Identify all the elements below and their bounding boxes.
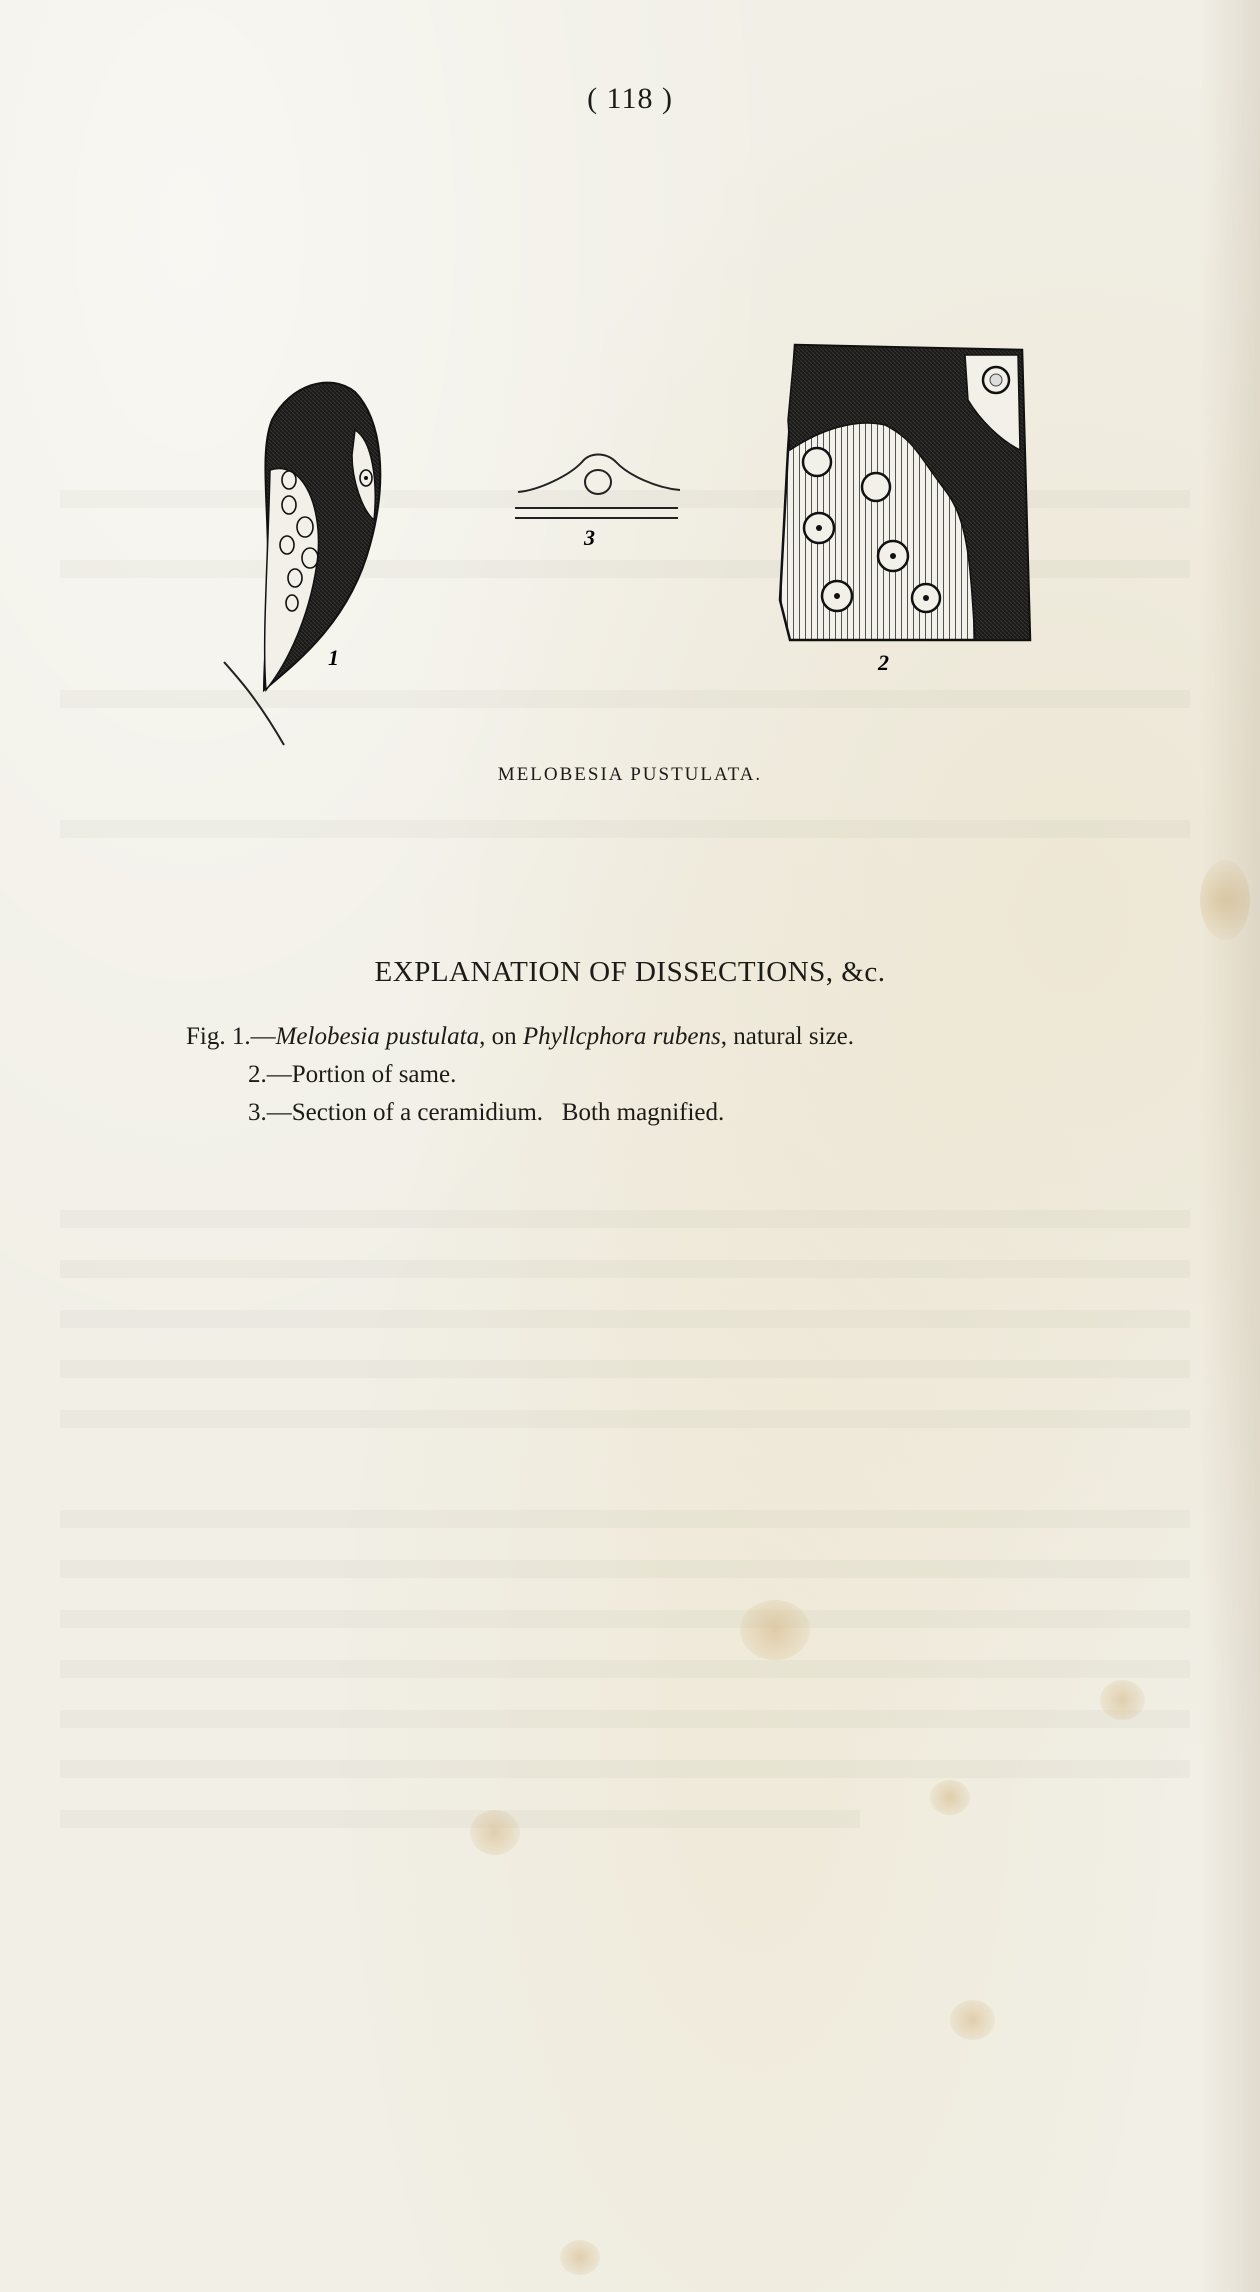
figure-2-portion — [780, 345, 1030, 640]
explanation-list — [186, 1018, 854, 1132]
show-through-text — [60, 1410, 1190, 1428]
fig1-host: Phyllcphora rubens — [522, 1023, 721, 1050]
show-through-text — [60, 1360, 1190, 1378]
foxing-stain — [470, 1810, 520, 1855]
figure-1-label: 1 — [328, 645, 339, 670]
figure-caption: MELOBESIA PUSTULATA. — [497, 764, 763, 785]
figure-3-label: 3 — [584, 525, 595, 550]
explanation-heading: EXPLANATION OF DISSECTIONS, &c. — [374, 956, 886, 988]
show-through-text — [60, 1260, 1190, 1278]
show-through-text — [60, 1760, 1190, 1778]
show-through-text — [60, 1610, 1190, 1628]
explanation-line-fig2: 2.—Portion of same. — [248, 1061, 457, 1088]
foxing-stain — [930, 1780, 970, 1815]
show-through-text — [60, 1560, 1190, 1578]
explanation-line-fig1 — [186, 1018, 854, 1056]
explanation-line-fig3: 3.—Section of a ceramidium. Both magnified. — [248, 1099, 725, 1126]
foxing-stain — [1100, 1680, 1145, 1720]
fig1-middle: , on — [479, 1023, 523, 1050]
fig1-species: Melobesia pustulata — [275, 1023, 480, 1050]
figure-2-label: 2 — [878, 650, 889, 675]
foxing-stain — [560, 2240, 600, 2275]
foxing-stain — [740, 1600, 810, 1660]
foxing-stain — [950, 2000, 995, 2040]
fig1-prefix: Fig. 1.— — [186, 1023, 276, 1050]
show-through-text — [60, 1710, 1190, 1728]
show-through-text — [60, 1510, 1190, 1528]
show-through-text — [60, 1660, 1190, 1678]
melobesia-illustration — [0, 0, 1260, 780]
figure-1-frond — [224, 383, 380, 745]
show-through-text — [60, 1810, 860, 1828]
fig1-suffix: , natural size. — [720, 1023, 854, 1050]
page-number: ( 118 ) — [587, 82, 673, 115]
show-through-text — [60, 820, 1190, 838]
figure-3-section — [515, 455, 680, 519]
show-through-text — [60, 1310, 1190, 1328]
show-through-text — [60, 1210, 1190, 1228]
